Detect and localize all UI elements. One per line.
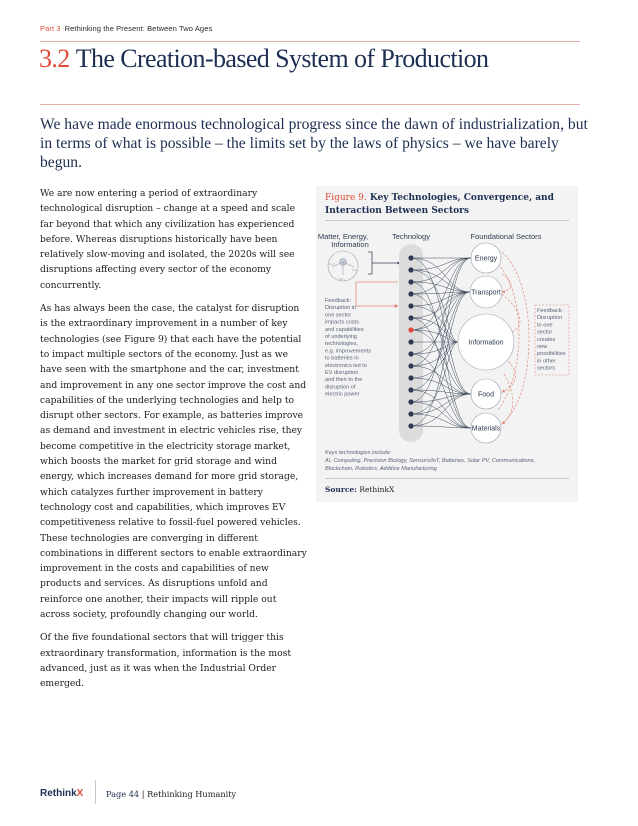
logo-x: X bbox=[76, 788, 84, 799]
technology-dot bbox=[408, 399, 413, 404]
feedback-line: EV disruption bbox=[325, 370, 359, 376]
footer-separator: | bbox=[141, 789, 145, 799]
feedback-line: in other bbox=[537, 358, 556, 365]
source-rule bbox=[325, 478, 569, 479]
convergence-diagram bbox=[316, 224, 578, 476]
key-tech-list: AI, Computing, Precision Biology, Sensors/IoT, Batteries, Solar PV, Communications, bbox=[325, 458, 536, 464]
feedback-line: to one bbox=[537, 322, 553, 329]
feedback-line: electronics led to bbox=[325, 362, 367, 369]
publication-title: Rethinking Humanity bbox=[147, 789, 237, 799]
column-header-matter: Information bbox=[331, 240, 369, 249]
logo-text: Rethink bbox=[40, 788, 77, 799]
technology-dot bbox=[408, 255, 413, 260]
technology-dot bbox=[408, 351, 413, 356]
atom-icon bbox=[328, 251, 359, 281]
svg-text:NH₃: NH₃ bbox=[339, 277, 345, 281]
feedback-line: Feedback: bbox=[325, 298, 352, 304]
figure-title bbox=[325, 192, 573, 218]
technology-dot bbox=[408, 363, 413, 368]
header-rule bbox=[40, 41, 580, 42]
feedback-line: new bbox=[537, 344, 548, 350]
figure-caption: Key Technologies, Convergence, and Interaction Between Sectors bbox=[325, 193, 554, 216]
feedback-line: possibilities bbox=[537, 351, 566, 358]
technology-dot bbox=[408, 303, 413, 308]
feedback-right-note bbox=[537, 308, 566, 372]
body-paragraph: Of the five foundational sectors that will trigger this extraordinary transformation, information is the most advanced, just as it was when the Industrial Order emerged. bbox=[40, 632, 292, 690]
technology-dot bbox=[408, 339, 413, 344]
sector-nodes bbox=[458, 243, 514, 443]
feedback-line: sector bbox=[537, 329, 553, 336]
technology-dot bbox=[408, 267, 413, 272]
rethinkx-logo bbox=[40, 788, 83, 799]
sector-label: Energy bbox=[474, 255, 498, 263]
sector-label: Information bbox=[468, 339, 504, 347]
feedback-line: one sector bbox=[325, 312, 352, 319]
feedback-line: to batteries in bbox=[325, 355, 359, 362]
key-tech-list: Blockchain, Robotics, Additive Manufacturing bbox=[325, 466, 437, 472]
source-value: RethinkX bbox=[359, 485, 395, 494]
page-title bbox=[39, 44, 488, 74]
technology-dot bbox=[408, 387, 413, 392]
sector-label: Food bbox=[478, 391, 494, 399]
section-title: The Creation-based System of Production bbox=[75, 44, 489, 73]
sector-label: Transport bbox=[471, 289, 501, 297]
section-number: 3.2 bbox=[39, 44, 70, 73]
technology-dot bbox=[408, 423, 413, 428]
feedback-line: disruption of bbox=[325, 384, 356, 391]
technology-dot bbox=[408, 291, 413, 296]
feedback-line: Disruption bbox=[537, 315, 563, 322]
feedback-line: Feedback: bbox=[537, 308, 564, 314]
part-label bbox=[40, 24, 212, 33]
column-header-technology: Technology bbox=[392, 232, 430, 241]
feedback-line: sectors bbox=[537, 365, 556, 372]
feedback-line: electric power bbox=[325, 391, 360, 398]
body-text bbox=[40, 186, 308, 700]
feedback-line: impacts costs bbox=[325, 319, 359, 326]
source-key: Source: bbox=[325, 485, 357, 494]
body-paragraph: We are now entering a period of extraordinary technological disruption – change at a speed and scale far beyond that which any civilization has experienced before. Whereas disruptions historically have been relatively slow-moving and isolated, the 2020s will see disruptions affecting every sector of the economy concurrently. bbox=[40, 188, 296, 291]
feedback-left-note bbox=[325, 298, 371, 398]
footer-divider bbox=[95, 780, 96, 804]
technology-dots bbox=[408, 255, 413, 428]
technology-dot bbox=[408, 375, 413, 380]
feedback-line: of underlying bbox=[325, 334, 358, 340]
column-header-matter: Matter, Energy, bbox=[317, 232, 369, 241]
feedback-line: creates bbox=[537, 336, 556, 343]
figure-rule bbox=[325, 220, 569, 221]
part-number: Part 3 bbox=[40, 24, 61, 33]
bracket-arrow bbox=[368, 252, 400, 274]
body-paragraph: As has always been the case, the catalyst for disruption is the extraordinary improvement in a number of key technologies (see Figure 9) that each have the potential to impact multiple sectors of the economy. Just as we have seen with the smartphone and the car, investment and improvement in any one sector improve the cost and capabilities of the underlying technologies and help to disrupt other sectors. For example, as batteries improve as demand and investment in electric vehicles rise, they become competitive in the electricity storage market, which boosts the market for grid storage and wind energy, which increases demand for more grid storage, which catalyzes further improvement in battery technology cost and capabilities, which improves EV competitiveness relative to fossil-fuel powered vehicles. These technologies are converging in different combinations in different sectors to enable extraordinary improvement in the costs and capabilities of new products and services. As disruptions unfold and reinforce one another, their impacts will ripple out across society, profoundly changing our world. bbox=[40, 303, 307, 621]
footer-text bbox=[106, 789, 236, 799]
feedback-line: and then to the bbox=[325, 377, 363, 384]
page-number: Page 44 bbox=[106, 789, 140, 799]
sector-label: Materials bbox=[471, 425, 501, 433]
feedback-line: technologies, bbox=[325, 341, 358, 348]
key-tech-intro: Keys technologies include: bbox=[325, 450, 392, 456]
feedback-line: Disruption in bbox=[325, 305, 357, 312]
feedback-line: and capabilities bbox=[325, 326, 364, 333]
lead-paragraph: We have made enormous technological progress since the dawn of industrialization, but in terms of what is possible – the limits set by the laws of physics – we have barely begun. bbox=[40, 116, 588, 171]
technology-dot bbox=[408, 315, 413, 320]
technology-dot bbox=[408, 411, 413, 416]
svg-text:CO₂: CO₂ bbox=[352, 268, 358, 272]
feedback-arrow-left bbox=[356, 282, 398, 306]
svg-text:H₂O: H₂O bbox=[329, 262, 335, 266]
technology-dot bbox=[408, 327, 413, 332]
column-header-sectors: Foundational Sectors bbox=[470, 232, 542, 241]
feedback-line: e.g. improvements bbox=[325, 348, 372, 355]
title-rule bbox=[40, 104, 580, 105]
figure-source bbox=[325, 485, 394, 494]
figure-label: Figure 9. bbox=[325, 193, 367, 203]
part-title: Rethinking the Present: Between Two Ages bbox=[64, 24, 213, 33]
technology-dot bbox=[408, 279, 413, 284]
